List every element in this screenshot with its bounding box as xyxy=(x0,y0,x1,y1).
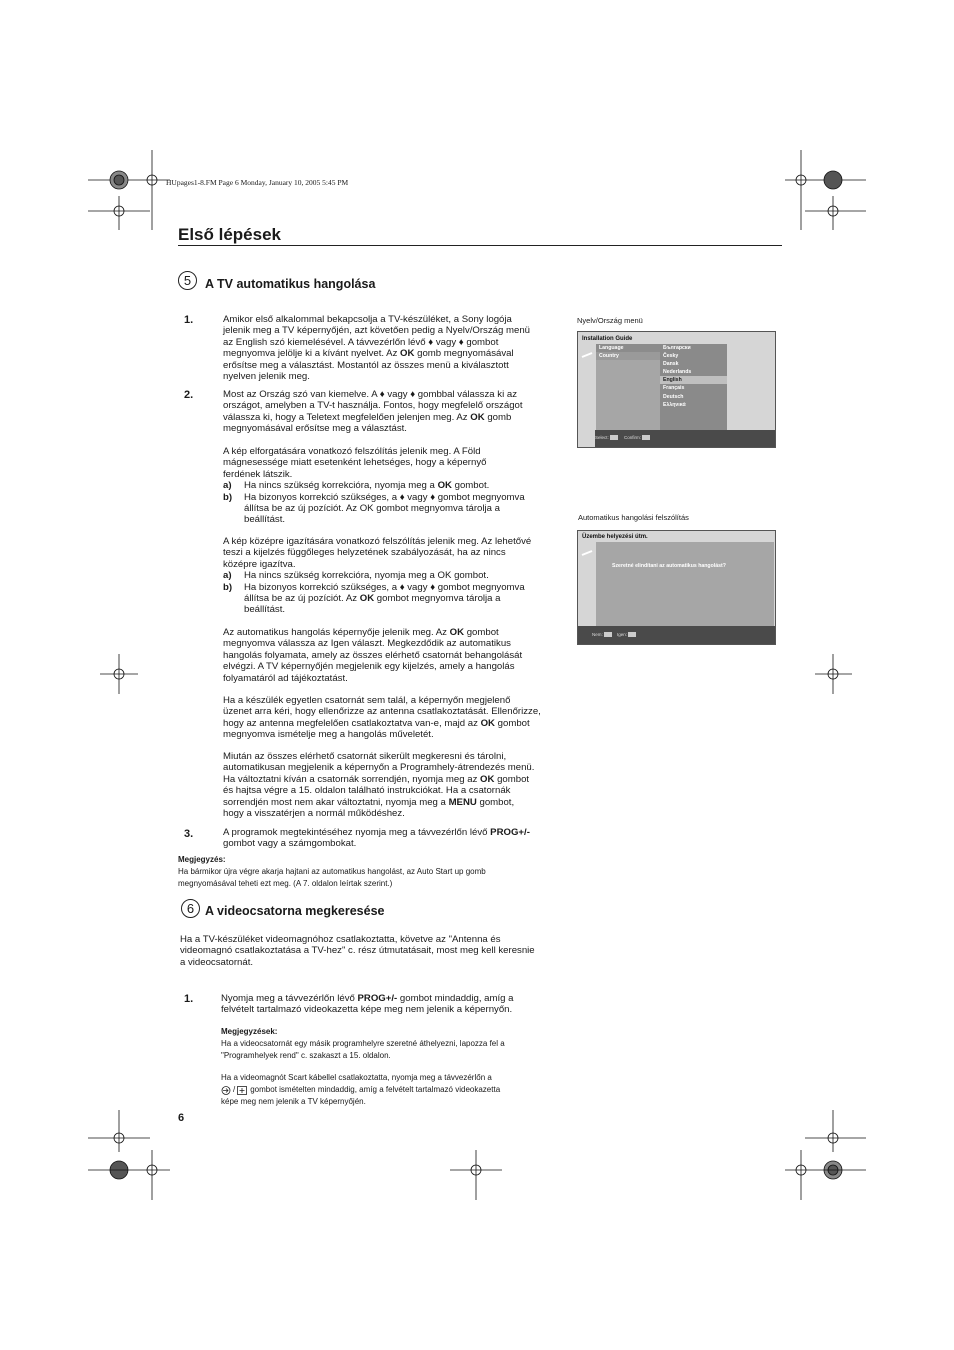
language-option[interactable]: Deutsch xyxy=(663,393,684,400)
tilt-paragraph: A kép elforgatására vonatkozó felszólítás jelenik meg. A Föld mágnesessége miatt esetenként lehetséges, hogy a képernyő ferdének látszik. a) Ha nincs szükség korrekcióra, nyomja meg a OK gombot. b) Ha bizonyos korrekció szükséges, a ♦ vagy ♦ gombot megnyomva állítsa be az új pozíciót. Az OK gombot megnyomva tárolja a beállítást. xyxy=(223,446,525,526)
section-number: 5 xyxy=(178,271,197,290)
remote-icon xyxy=(581,346,594,354)
language-option-selected[interactable]: English xyxy=(660,376,727,384)
note2-text: Ha a videomagnót Scart kábellel csatlakoztatta, nyomja meg a távvezérlőn a / gombot ismételten mindaddig, amíg a felvételt tartalmazó videokazetta képe meg nem jelenik a TV képernyőjén. xyxy=(221,1073,501,1106)
section-title: A TV automatikus hangolása xyxy=(205,277,376,291)
yes-key-icon xyxy=(628,632,636,637)
section-number: 6 xyxy=(181,899,200,918)
step-number: 2. xyxy=(184,389,194,401)
page-number: 6 xyxy=(178,1112,185,1124)
autotune-paragraph: Az automatikus hangolás képernyője jelenik meg. Az OK gombot megnyomva válassza az Igen választ. Megkezdődik az automatikus hangolás folyamata, amely az összes elérhető csatornát behangolását elvégzi. A TV képernyőjén megjelenik egy kijelzés, amely a hangolás folyamatáról ad tájékoztatást. xyxy=(223,627,523,684)
section6-intro: Ha a TV-készüléket videomagnóhoz csatlakoztatta, követve az "Antenna és videomagnó csatlakoztatása a TV-hez" c. rész útmutatásait, most meg kell keresnie a videocsatornát. xyxy=(180,934,535,968)
page-title: Első lépések xyxy=(178,225,282,244)
no-channel-paragraph: Ha a készülék egyetlen csatornát sem talál, a képernyőn megjelenő üzenet arra kéri, hogy ellenőrizze az antenna csatlakoztatását. Ellenőrizze, hogy az antenna megfelelően csatlakoztatva van-e, majd az OK gombot megnyomva ismételje meg a hangolás műveletét. xyxy=(223,695,541,741)
step2-text: Most az Ország szó van kiemelve. A ♦ vagy ♦ gombbal válassza ki az országot, amelyben a TV-t használja. Fontos, hogy megfelelő országot válassza ki, hogy a Teletext megfelelően jelenjen meg. Az OK gomb megnyomásával erősítse meg a választást. xyxy=(223,389,523,435)
title-rule xyxy=(178,245,782,246)
screen1-caption: Nyelv/Ország menü xyxy=(577,316,643,325)
select-key-icon xyxy=(610,435,618,440)
screen-bottom-bar: Select: Confirm: xyxy=(595,430,775,447)
language-option[interactable]: Français xyxy=(663,385,685,392)
input-select-icon xyxy=(221,1086,231,1095)
autotune-prompt-screen xyxy=(577,530,776,645)
screen-header: Üzembe helyezési útm. xyxy=(582,534,648,540)
step3-text: A programok megtekintéséhez nyomja meg a távvezérlőn lévő PROG+/- gombot vagy a számgombokat. xyxy=(223,827,530,850)
prompt-panel xyxy=(596,542,774,626)
file-meta: HUpages1-8.FM Page 6 Monday, January 10, 2005 5:45 PM xyxy=(166,178,349,187)
language-option[interactable]: Nederlands xyxy=(663,369,692,376)
after-store-paragraph: Miután az összes elérhető csatornát sikerült megkeresni és tárolni, automatikusan megjelenik a képernyőn a Programhely-átrendezés menü. Ha változtatni kíván a csatornák sorrendjén, nyomja meg az OK gombot és hajtsa végre a 15. oldalon található instrukciókat. Ha a csatornák sorrendjén most nem akar változtatni, nyomja meg a MENU gombot, hogy a visszatérjen a normál működéshez. xyxy=(223,751,535,820)
language-option[interactable]: Български xyxy=(663,345,691,351)
notes-label: Megjegyzések: xyxy=(221,1027,278,1036)
step-number: 1. xyxy=(184,993,194,1005)
screen2-caption: Automatikus hangolási felszólítás xyxy=(578,513,689,522)
language-list xyxy=(660,344,727,430)
autotune-question: Szeretné elindítani az automatikus hangolást? xyxy=(612,563,726,569)
section-title: A videocsatorna megkeresése xyxy=(205,904,385,918)
language-option[interactable]: Česky xyxy=(663,353,679,360)
menu-item-language[interactable]: Language xyxy=(596,344,660,352)
no-key-icon xyxy=(604,632,612,637)
note-label: Megjegyzés: xyxy=(178,855,226,864)
note-text: Ha bármikor újra végre akarja hajtani az automatikus hangolást, az Auto Start up gomb megnyomásával teheti ezt meg. (A 7. oldalon leírtak szerint.) xyxy=(178,867,486,888)
step-number: 1. xyxy=(184,314,194,326)
ok-key-icon xyxy=(642,435,650,440)
remote-icon xyxy=(581,544,594,552)
language-option[interactable]: Dansk xyxy=(663,361,679,368)
language-option[interactable]: Ελληνικά xyxy=(663,401,686,408)
step1-text: Amikor első alkalommal bekapcsolja a TV-készüléket, a Sony logója jelenik meg a TV képernyőjén, azt követően pedig a Nyelv/Ország menü az English szó kiemelésével. A távvezérlőn lévő ♦ vagy ♦ gombot megnyomva jelölje ki a kívánt nyelvet. Az OK gomb megnyomásával erősítse meg a választást. Mostantól az összes menü a kiválasztott nyelven jelenik meg. xyxy=(223,314,530,383)
left-menu xyxy=(596,344,660,430)
language-menu-screen xyxy=(577,331,776,448)
video-input-icon xyxy=(237,1086,247,1095)
menu-item-country[interactable]: Country xyxy=(596,352,660,360)
screen-header: Installation Guide xyxy=(582,336,633,342)
center-paragraph: A kép középre igazítására vonatkozó felszólítás jelenik meg. Az lehetővé teszi a kijelzés függőleges helyzetének szabályozását, ha az nincs középre igazítva. a) Ha nincs szükség korrekcióra, nyomja meg a OK gombot. b) Ha bizonyos korrekció szükséges, a ♦ vagy ♦ gombot megnyomva állítsa be az új pozíciót. Az OK gombot megnyomva tárolja a beállítást. xyxy=(223,536,532,616)
note1-text: Ha a videocsatornát egy másik programhelyre szeretné áthelyezni, lapozza fel a "Programhelyek rend" c. szakaszt a 15. oldalon. xyxy=(221,1039,505,1060)
screen-bottom-bar: Nem: Igen: xyxy=(578,626,775,644)
section6-step1: Nyomja meg a távvezérlőn lévő PROG+/- gombot mindaddig, amíg a felvételt tartalmazó videokazetta képe meg nem jelenik a képernyőn. xyxy=(221,993,514,1016)
step-number: 3. xyxy=(184,828,194,840)
